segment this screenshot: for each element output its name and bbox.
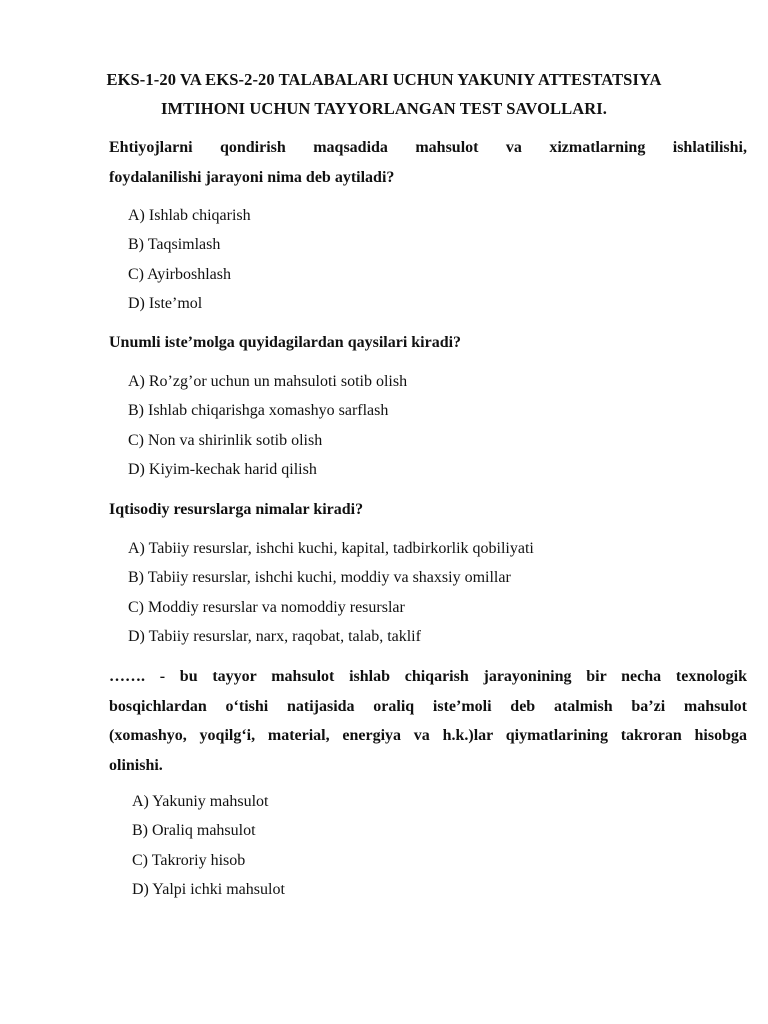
question-3-option-c: C) Moddiy resurslar va nomoddiy resurslar — [128, 598, 405, 616]
question-4-line-3: (xomashyo, yoqilg‘i, material, energiya va h.k.)lar qiymatlarining takroran hisobga — [109, 727, 747, 744]
question-1 — [109, 133, 747, 192]
question-1-line-1: Ehtiyojlarni qondirish maqsadida mahsulot va xizmatlarning ishlatilishi, — [109, 139, 747, 156]
question-4-line-2: bosqichlardan o‘tishi natijasida oraliq iste’moli deb atalmish ba’zi mahsulot — [109, 697, 747, 715]
question-1-line-2: foydalanilishi jarayoni nima deb aytiladi? — [109, 168, 395, 186]
question-1-option-a: A) Ishlab chiqarish — [128, 207, 251, 224]
question-1-options — [128, 206, 251, 323]
question-2-option-d: D) Kiyim-kechak harid qilish — [128, 460, 317, 478]
question-4-option-b: B) Oraliq mahsulot — [132, 822, 256, 840]
question-4-option-a: A) Yakuniy mahsulot — [132, 793, 269, 810]
question-3-option-a: A) Tabiiy resurslar, ishchi kuchi, kapital, tadbirkorlik qobiliyati — [128, 540, 534, 557]
question-3-option-d: D) Tabiiy resurslar, narx, raqobat, talab, taklif — [128, 627, 421, 645]
question-4 — [109, 662, 747, 780]
question-2-option-a: A) Ro’zg’or uchun un mahsuloti sotib olish — [128, 373, 408, 390]
question-1-option-b: B) Taqsimlash — [128, 236, 221, 254]
question-1-option-d: D) Iste’mol — [128, 294, 203, 312]
question-4-line-1: ……. - bu tayyor mahsulot ishlab chiqarish jarayonining bir necha texnologik — [109, 668, 747, 685]
document-title-line-1: EKS-1-20 VA EKS-2-20 TALABALARI UCHUN YAKUNIY ATTESTATSIYA — [106, 70, 662, 89]
question-4-option-c: C) Takroriy hisob — [132, 851, 246, 869]
question-4-options — [132, 792, 285, 909]
question-3-options — [128, 539, 534, 656]
question-2: Unumli iste’molga quyidagilardan qaysilari kiradi? — [109, 334, 462, 351]
question-3: Iqtisodiy resurslarga nimalar kiradi? — [109, 501, 364, 518]
question-4-option-d: D) Yalpi ichki mahsulot — [132, 880, 285, 898]
question-2-option-b: B) Ishlab chiqarishga xomashyo sarflash — [128, 402, 389, 420]
question-4-line-4: olinishi. — [109, 756, 163, 774]
question-1-option-c: C) Ayirboshlash — [128, 265, 231, 283]
question-3-option-b: B) Tabiiy resurslar, ishchi kuchi, moddiy va shaxsiy omillar — [128, 569, 511, 587]
question-2-option-c: C) Non va shirinlik sotib olish — [128, 431, 323, 449]
document-title-line-2: IMTIHONI UCHUN TAYYORLANGAN TEST SAVOLLARI. — [160, 99, 608, 118]
question-2-options — [128, 372, 407, 489]
